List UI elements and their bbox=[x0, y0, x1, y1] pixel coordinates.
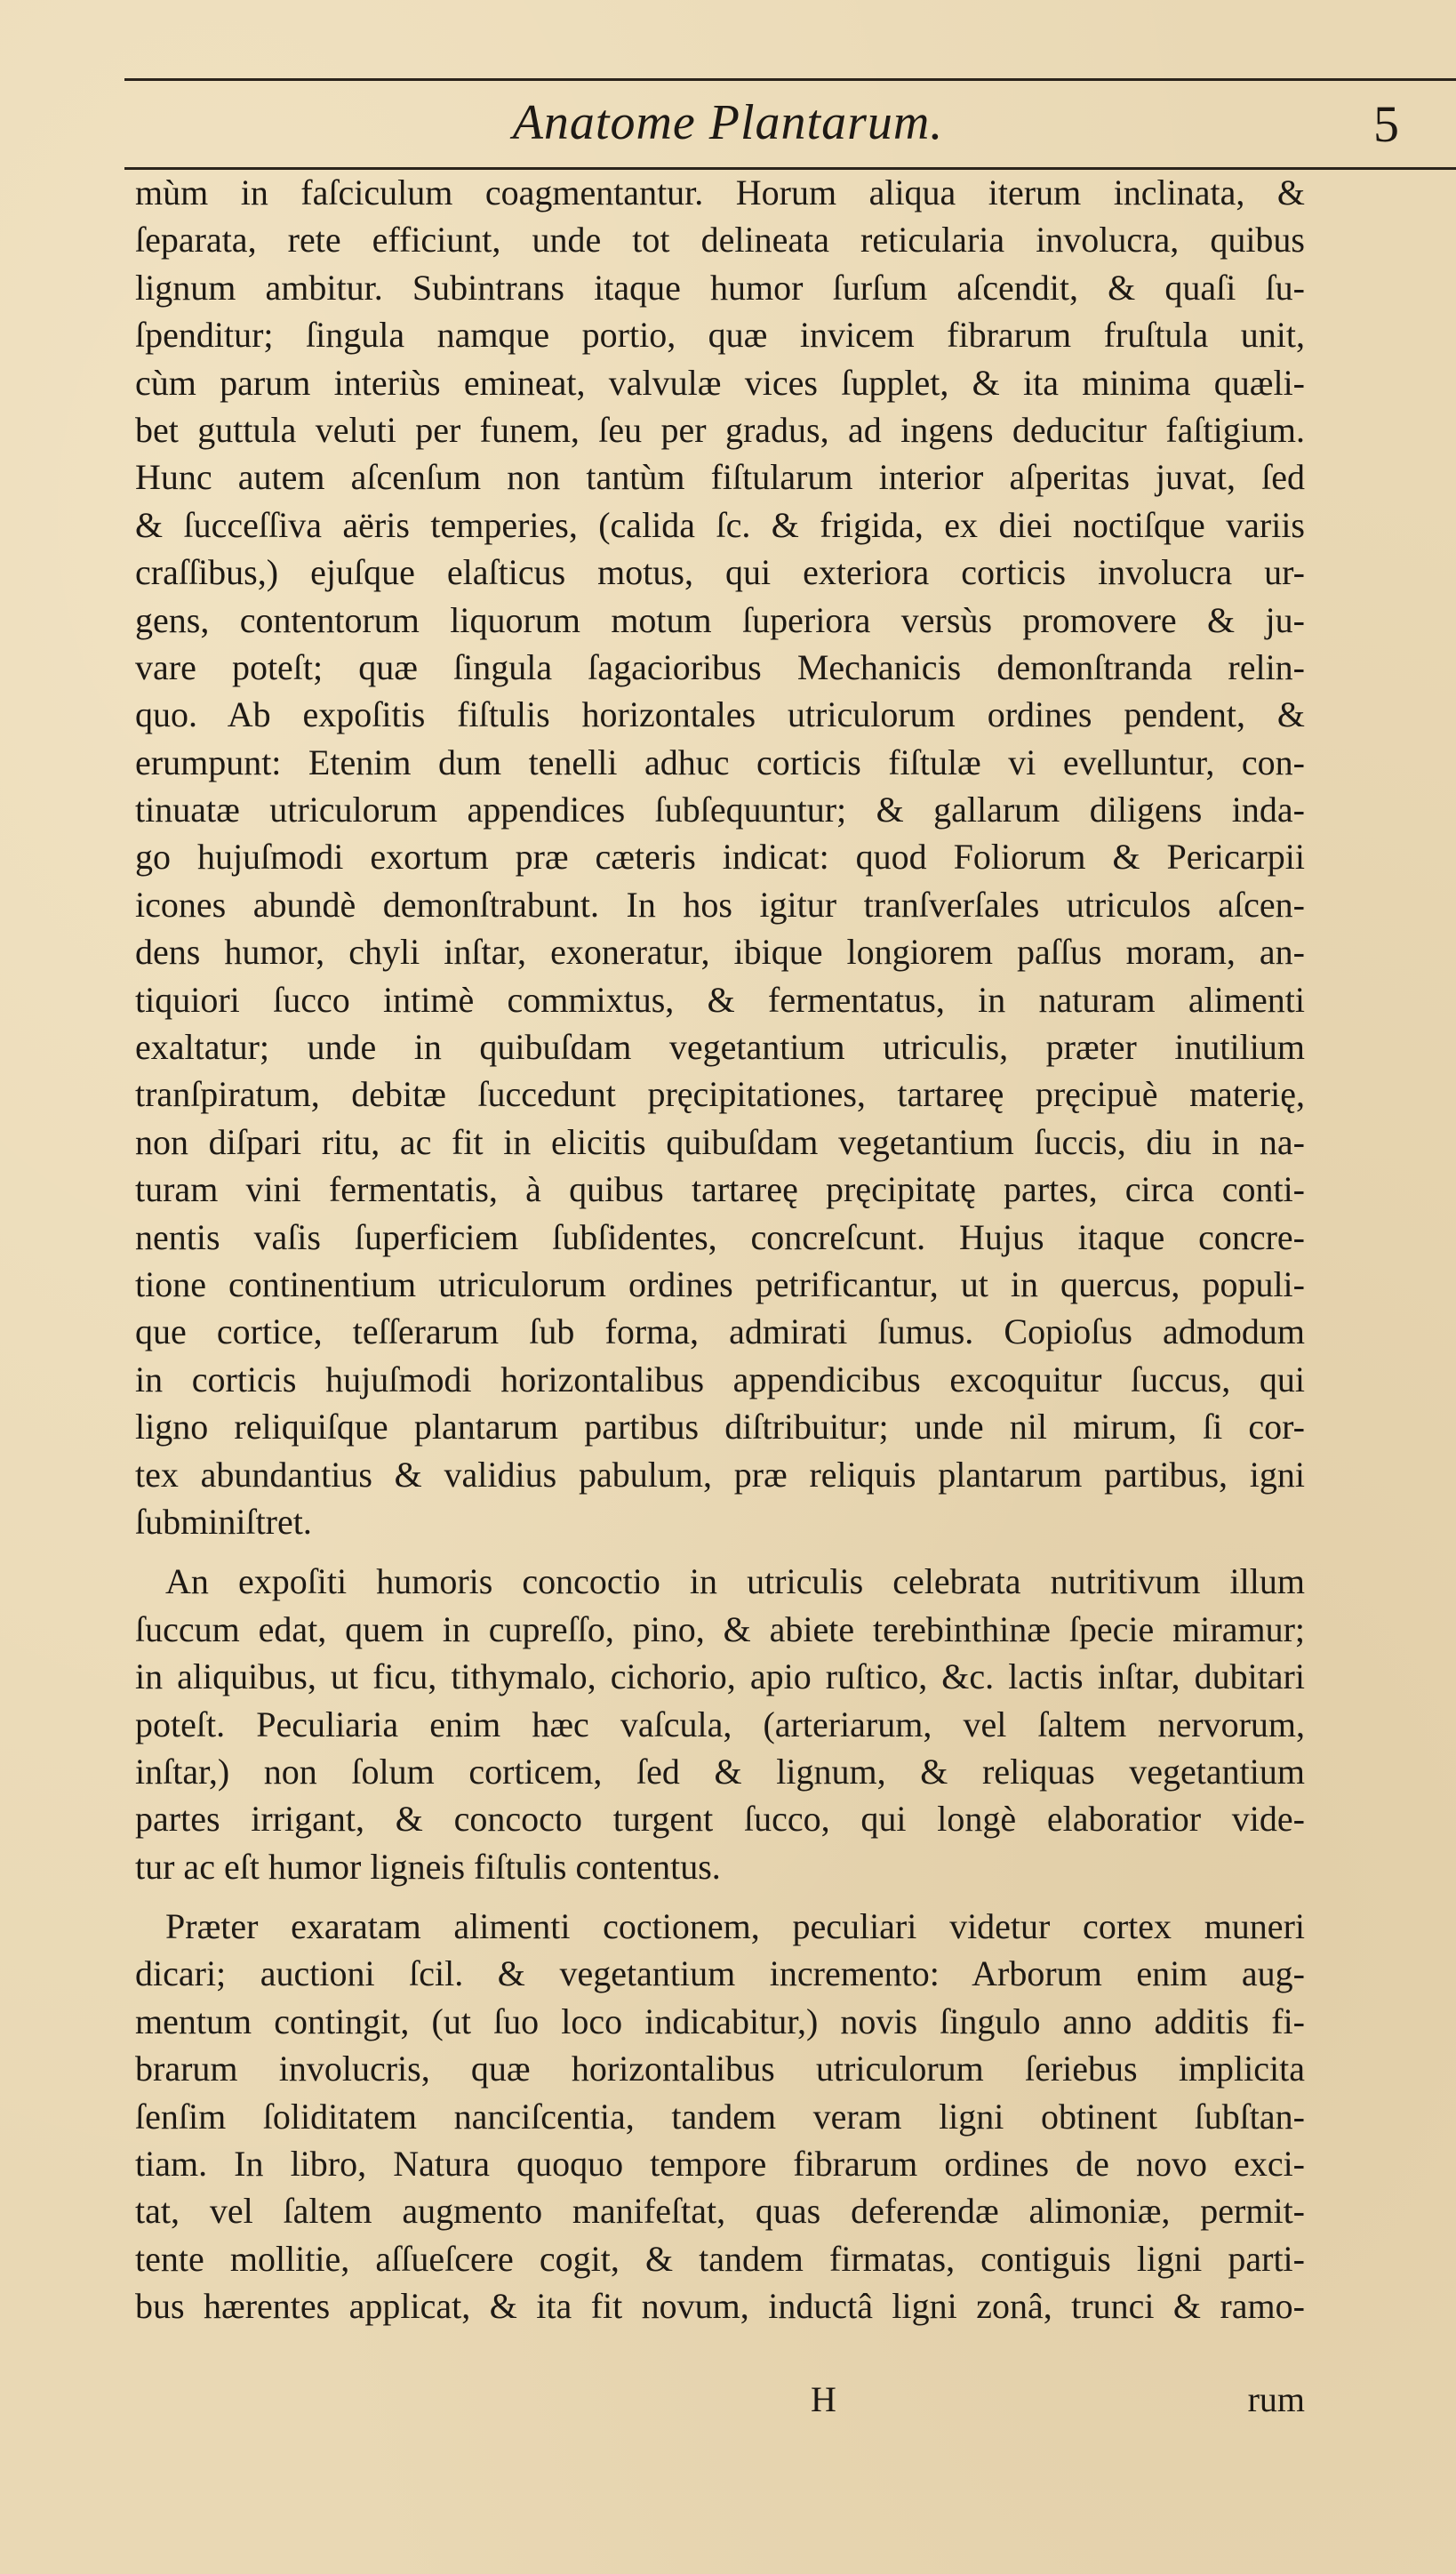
text-line: mentum contingit, (ut ſuo loco indicabitur,) novis ſingulo anno additis fi- bbox=[135, 2001, 1305, 2041]
text-line: lignum ambitur. Subintrans itaque humor ſurſum aſcendit, & quaſi ſu- bbox=[135, 267, 1305, 308]
text-line: que cortice, teſſerarum ſub forma, admirati ſumus. Copioſus admodum bbox=[135, 1311, 1305, 1352]
text-line: Præter exaratam alimenti coctionem, peculiari videtur cortex muneri bbox=[165, 1906, 1305, 1947]
running-head: Anatome Plantarum. bbox=[512, 95, 944, 150]
text-line: tranſpiratum, debitæ ſuccedunt pręcipitationes, tartareę pręcipuè materię, bbox=[135, 1074, 1305, 1115]
text-line: tiquiori ſucco intimè commixtus, & fermentatus, in naturam alimenti bbox=[135, 979, 1305, 1020]
text-line: tente mollitie, aſſueſcere cogit, & tandem firmatas, contiguis ligni parti- bbox=[135, 2238, 1305, 2279]
paragraph bbox=[135, 169, 1305, 1545]
text-line: dens humor, chyli inſtar, exoneratur, ibique longiorem paſſus moram, an- bbox=[135, 932, 1305, 973]
text-line: bet guttula veluti per funem, ſeu per gradus, ad ingens deducitur faſtigium. bbox=[135, 409, 1305, 450]
text-line: & ſucceſſiva aëris temperies, (calida ſc. & frigida, ex diei noctiſque variis bbox=[135, 504, 1305, 545]
text-line: tur ac eſt humor ligneis fiſtulis contentus. bbox=[135, 1846, 721, 1887]
page-number: 5 bbox=[1373, 95, 1399, 153]
text-line: ligno reliquiſque plantarum partibus diſtribuitur; unde nil mirum, ſi cor- bbox=[135, 1407, 1305, 1447]
text-line: ſuccum edat, quem in cupreſſo, pino, & abiete terebinthinæ ſpecie miramur; bbox=[135, 1608, 1305, 1649]
text-line: quo. Ab expoſitis fiſtulis horizontales utriculorum ordines pendent, & bbox=[135, 694, 1305, 735]
text-line: in aliquibus, ut ficu, tithymalo, cichorio, apio ruſtico, &c. lactis inſtar, dubitari bbox=[135, 1656, 1305, 1697]
text-line: ſpenditur; ſingula namque portio, quæ invicem fibrarum fruſtula unit, bbox=[135, 315, 1305, 356]
text-line: gens, contentorum liquorum motum ſuperiora versùs promovere & ju- bbox=[135, 599, 1305, 640]
text-line: ſubminiſtret. bbox=[135, 1501, 312, 1542]
text-line: tiam. In libro, Natura quoquo tempore fibrarum ordines de novo exci- bbox=[135, 2144, 1305, 2185]
text-line: ſenſim ſoliditatem nanciſcentia, tandem veram ligni obtinent ſubſtan- bbox=[135, 2096, 1305, 2137]
text-line: non diſpari ritu, ac fit in elicitis quibuſdam vegetantium ſuccis, diu in na- bbox=[135, 1121, 1305, 1162]
paragraph bbox=[135, 1558, 1305, 1890]
text-line: bus hærentes applicat, & ita fit novum, inductâ ligni zonâ, trunci & ramo- bbox=[135, 2286, 1305, 2327]
text-line: nentis vaſis ſuperficiem ſubſidentes, concreſcunt. Hujus itaque concre- bbox=[135, 1216, 1305, 1257]
text-line: tione continentium utriculorum ordines petrificantur, ut in quercus, populi- bbox=[135, 1263, 1305, 1304]
text-line: vare poteſt; quæ ſingula ſagacioribus Mechanicis demonſtranda relin- bbox=[135, 646, 1305, 687]
signature-mark: H bbox=[811, 2379, 839, 2419]
text-line: tinuatæ utriculorum appendices ſubſequuntur; & gallarum diligens inda- bbox=[135, 790, 1305, 830]
catchword: rum bbox=[1247, 2379, 1305, 2419]
text-line: inſtar,) non ſolum corticem, ſed & lignum, & reliquas vegetantium bbox=[135, 1751, 1305, 1792]
text-line: tat, vel ſaltem augmento manifeſtat, quas deferendæ alimoniæ, permit- bbox=[135, 2191, 1305, 2232]
text-line: in corticis hujuſmodi horizontalibus appendicibus excoquitur ſuccus, qui bbox=[135, 1359, 1305, 1399]
text-line: mùm in faſciculum coagmentantur. Horum aliqua iterum inclinata, & bbox=[135, 172, 1305, 212]
text-line: An expoſiti humoris concoctio in utriculis celebrata nutritivum illum bbox=[165, 1561, 1305, 1602]
text-line: cùm parum interiùs emineat, valvulæ vices ſupplet, & ita minima quæli- bbox=[135, 362, 1305, 403]
page-footer bbox=[135, 2376, 1305, 2429]
text-line: exaltatur; unde in quibuſdam vegetantium utriculis, præter inutilium bbox=[135, 1027, 1305, 1068]
text-line: tex abundantius & validius pabulum, præ reliquis plantarum partibus, igni bbox=[135, 1454, 1305, 1495]
text-line: Hunc autem aſcenſum non tantùm fiſtularum interior aſperitas juvat, ſed bbox=[135, 457, 1305, 498]
text-line: icones abundè demonſtrabunt. In hos igitur tranſverſales utriculos aſcen- bbox=[135, 884, 1305, 925]
text-line: erumpunt: Etenim dum tenelli adhuc corticis fiſtulæ vi evelluntur, con- bbox=[135, 742, 1305, 782]
text-line: poteſt. Peculiaria enim hæc vaſcula, (arteriarum, vel ſaltem nervorum, bbox=[135, 1704, 1305, 1744]
paragraph bbox=[135, 1903, 1305, 2330]
text-line: partes irrigant, & concocto turgent ſucco, qui longè elaboratior vide- bbox=[135, 1799, 1305, 1840]
text-line: ſeparata, rete efficiunt, unde tot delineata reticularia involucra, quibus bbox=[135, 220, 1305, 261]
text-line: turam vini fermentatis, à quibus tartareę pręcipitatę partes, circa conti- bbox=[135, 1169, 1305, 1210]
text-line: brarum involucris, quæ horizontalibus utriculorum ſeriebus implicita bbox=[135, 2049, 1305, 2089]
text-line: go hujuſmodi exortum præ cæteris indicat: quod Foliorum & Pericarpii bbox=[135, 837, 1305, 878]
text-line: craſſibus,) ejuſque elaſticus motus, qui exteriora corticis involucra ur- bbox=[135, 552, 1305, 593]
text-line: dicari; auctioni ſcil. & vegetantium incremento: Arborum enim aug- bbox=[135, 1953, 1305, 1994]
body-text bbox=[135, 169, 1305, 2330]
top-rule bbox=[124, 78, 1456, 81]
